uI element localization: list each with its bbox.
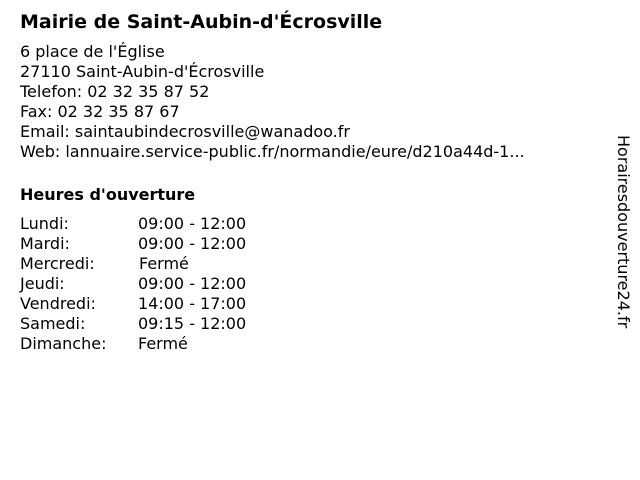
- hours-row-wednesday: [20, 254, 600, 274]
- day-hours: Fermé: [139, 254, 189, 273]
- hours-row-saturday: [20, 314, 600, 334]
- day-label: Lundi:: [20, 214, 69, 233]
- day-hours: Fermé: [138, 334, 188, 353]
- hours-row-tuesday: [20, 234, 600, 254]
- day-hours: 09:00 - 12:00: [138, 274, 247, 293]
- day-hours: 09:00 - 12:00: [138, 214, 247, 233]
- day-label: Vendredi:: [20, 294, 96, 313]
- page-title: Mairie de Saint-Aubin-d'Écrosville: [20, 11, 383, 33]
- phone-line: Telefon: 02 32 35 87 52: [20, 82, 210, 101]
- hours-heading: Heures d'ouverture: [20, 185, 196, 204]
- fax-line: Fax: 02 32 35 87 67: [20, 102, 180, 121]
- web-line: Web: lannuaire.service-public.fr/normandie/eure/d210a44d-1...: [20, 142, 525, 161]
- hours-row-friday: [20, 294, 600, 314]
- hours-row-thursday: [20, 274, 600, 294]
- hours-row-sunday: [20, 334, 600, 354]
- day-hours: 09:00 - 12:00: [138, 234, 247, 253]
- day-hours: 09:15 - 12:00: [138, 314, 247, 333]
- day-label: Jeudi:: [20, 274, 65, 293]
- address-city: 27110 Saint-Aubin-d'Écrosville: [20, 62, 265, 81]
- site-watermark: Horairesdouverture24.fr: [614, 135, 633, 329]
- email-line: Email: saintaubindecrosville@wanadoo.fr: [20, 122, 350, 141]
- day-label: Dimanche:: [20, 334, 107, 353]
- hours-table: [20, 214, 600, 354]
- hours-row-monday: [20, 214, 600, 234]
- address-street: 6 place de l'Église: [20, 42, 165, 61]
- day-label: Mardi:: [20, 234, 70, 253]
- day-label: Mercredi:: [20, 254, 95, 273]
- business-card: [20, 10, 600, 354]
- day-hours: 14:00 - 17:00: [138, 294, 247, 313]
- day-label: Samedi:: [20, 314, 86, 333]
